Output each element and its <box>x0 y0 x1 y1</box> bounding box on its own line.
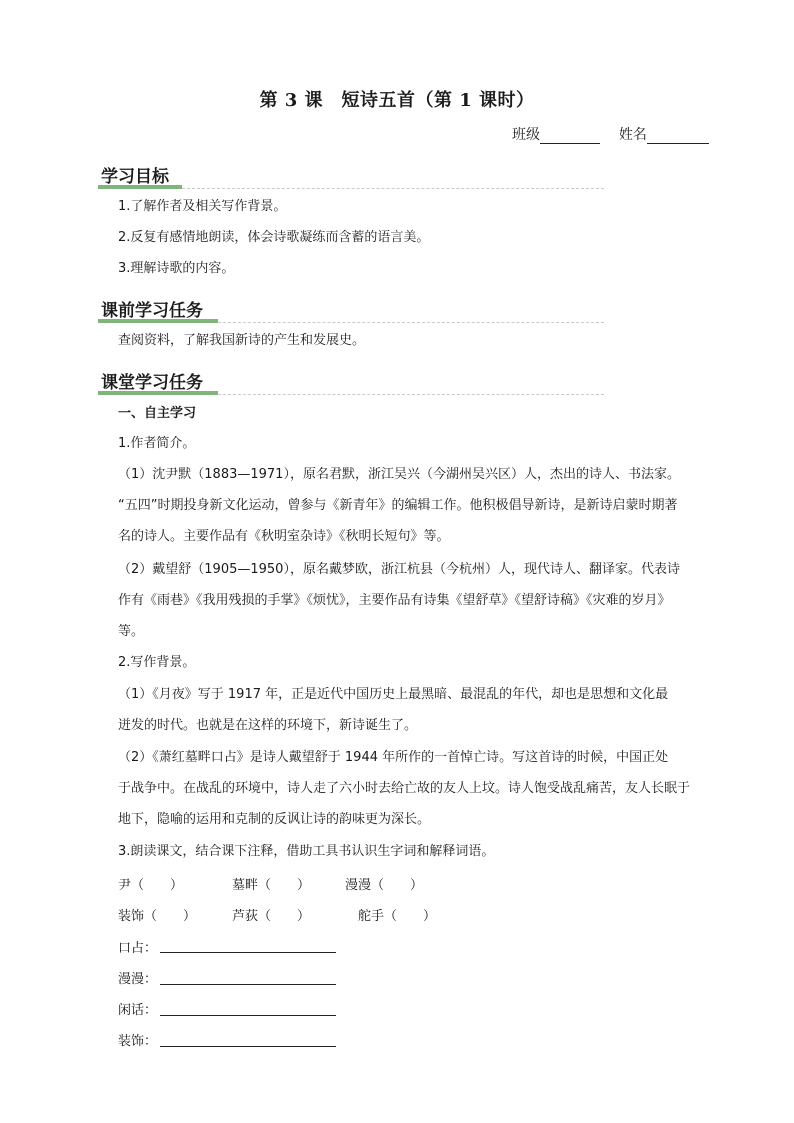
class-label: 班级 <box>512 127 540 143</box>
name-blank[interactable] <box>647 127 709 144</box>
page-title: 第 3 课 短诗五首（第 1 课时） <box>259 90 535 111</box>
goal-item: 1.了解作者及相关写作背景。 <box>118 199 287 214</box>
vocab-item: 芦荻（ ） <box>232 909 311 924</box>
vocab-item: 装饰（ ） <box>118 909 197 924</box>
paragraph-line: （1）沈尹默（1883—1971），原名君默，浙江吴兴（今湖州吴兴区）人，杰出的诗人、书法家。 <box>118 467 680 482</box>
paragraph-line: 作有《雨巷》《我用残损的手掌》《烦忧》，主要作品有诗集《望舒草》《望舒诗稿》《灾难的岁月》 <box>118 593 671 608</box>
paragraph-line: 于战争中。在战乱的环境中，诗人走了六小时去给亡故的友人上坟。诗人饱受战乱痛苦，友人长眠于 <box>118 781 691 796</box>
section-inclass-heading <box>98 366 604 396</box>
item-title: 1.作者简介。 <box>118 436 196 451</box>
section-preclass-heading <box>98 294 604 324</box>
definition-label: 装饰： <box>118 1034 158 1049</box>
definition-answer-line[interactable] <box>160 983 336 985</box>
paragraph-line: 迸发的时代。也就是在这样的环境下，新诗诞生了。 <box>118 718 418 733</box>
heading-divider <box>218 394 604 395</box>
definition-label: 闲话： <box>118 1003 158 1018</box>
heading-divider <box>182 188 604 189</box>
paragraph-line: （1）《月夜》写于 1917 年，正是近代中国历史上最黑暗、最混乱的年代，却也是思想和文化最 <box>118 687 669 702</box>
name-label: 姓名 <box>618 127 647 143</box>
goal-item: 2.反复有感情地朗读，体会诗歌凝练而含蓄的语言美。 <box>118 230 430 245</box>
definition-label: 口占： <box>118 941 158 956</box>
item-title: 2.写作背景。 <box>118 655 196 670</box>
section-goals-heading <box>98 160 604 190</box>
heading-divider <box>218 322 604 323</box>
vocab-item: 尹（ ） <box>118 878 184 893</box>
vocab-item: 舵手（ ） <box>358 909 437 924</box>
paragraph-line: 等。 <box>118 624 145 639</box>
class-blank[interactable] <box>540 127 600 144</box>
definition-answer-line[interactable] <box>160 951 336 953</box>
class-name-line <box>512 124 709 144</box>
paragraph-line: （2）《萧红墓畔口占》是诗人戴望舒于 1944 年所作的一首悼亡诗。写这首诗的时候，中国正处 <box>118 750 669 765</box>
paragraph-line: （2）戴望舒（1905—1950），原名戴梦欧，浙江杭县（今杭州）人，现代诗人、翻译家。代表诗 <box>118 562 680 577</box>
preclass-text: 查阅资料，了解我国新诗的产生和发展史。 <box>118 333 366 348</box>
section-preclass-title: 课前学习任务 <box>101 301 203 321</box>
subsection-title: 一、自主学习 <box>118 406 197 421</box>
section-inclass-title: 课堂学习任务 <box>101 373 203 393</box>
paragraph-line: 名的诗人。主要作品有《秋明室杂诗》《秋明长短句》等。 <box>118 529 450 544</box>
definition-label: 漫漫： <box>118 972 158 987</box>
item-title: 3.朗读课文，结合课下注释，借助工具书认识生字词和解释词语。 <box>118 844 495 859</box>
vocab-item: 漫漫（ ） <box>345 878 424 893</box>
paragraph-line: “五四”时期投身新文化运动，曾参与《新青年》的编辑工作。他积极倡导新诗，是新诗启蒙时期著 <box>118 498 678 513</box>
goal-item: 3.理解诗歌的内容。 <box>118 261 235 276</box>
section-goals-title: 学习目标 <box>101 167 169 187</box>
definition-answer-line[interactable] <box>160 1045 336 1047</box>
vocab-item: 墓畔（ ） <box>232 878 311 893</box>
paragraph-line: 地下，隐喻的运用和克制的反讽让诗的韵味更为深长。 <box>118 812 431 827</box>
definition-answer-line[interactable] <box>160 1014 336 1016</box>
